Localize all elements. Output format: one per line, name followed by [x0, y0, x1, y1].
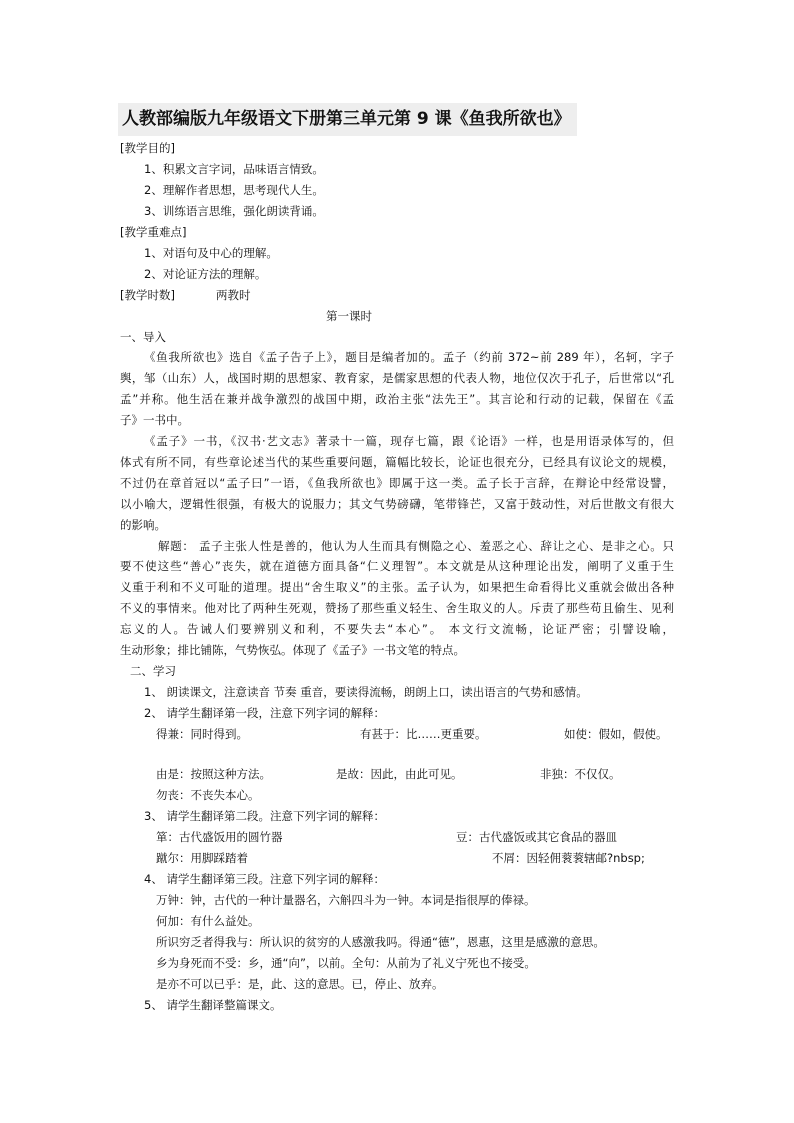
objectives-heading: [教学目的]	[120, 141, 175, 155]
intro-p1-line: 子》一书中。	[120, 413, 189, 427]
hours-label: [教学时数]	[120, 288, 175, 302]
vocab-item: 所识穷乏者得我与：所认识的贫穷的人感激我吗。得通“德”，恩惠，这里是感激的意思。	[156, 935, 605, 949]
hours-value: 两教时	[216, 288, 251, 302]
intro-p3-line: 生动形象；排比铺陈，气势恢弘。体现了《孟子》一书文笔的特点。	[120, 643, 465, 657]
vocab-item: 是故：因此，由此可见。	[336, 767, 463, 781]
intro-p2-line: 《孟子》一书，《汉书·艺文志》著录十一篇，现存七篇，跟《论语》一样，也是用语录体写的，但	[144, 434, 674, 448]
document-title: 人教部编版九年级语文下册第三单元第 9 课《鱼我所欲也》	[118, 103, 577, 136]
intro-p2-line: 不过仍在章首冠以“孟子曰”一语，《鱼我所欲也》即属于这一类。孟子长于言辞，在辩论中经常设譬，	[120, 476, 674, 490]
intro-p3-line: 不义的事情来。他对比了两种生死观，赞扬了那些重义轻生、舍生取义的人。斥责了那些苟且偷生、见利	[120, 601, 674, 615]
vocab-item: 蹴尔：用脚踩踏着	[156, 851, 248, 865]
study-step-2: 2、 请学生翻译第一段，注意下列字词的解释：	[144, 706, 385, 720]
vocab-item: 不屑：因轻佣蓘蓘辖邮?nbsp;	[492, 851, 645, 865]
key-points-heading: [教学重难点]	[120, 225, 187, 239]
intro-p3-line: 忘义的人。告诫人们要辨别义和利，不要失去“本心”。 本文行文流畅，论证严密；引譬设喻，	[120, 622, 674, 636]
study-step-5: 5、 请学生翻译整篇课文。	[144, 998, 282, 1012]
vocab-item: 万钟：钟，古代的一种计量器名，六斛四斗为一钟。本词是指很厚的俸禄。	[156, 893, 536, 907]
intro-p1-line: 孟”并称。他生活在兼并战争激烈的战国中期，政治主张“法先王”。其言论和行动的记载，保留在《孟	[120, 392, 674, 406]
study-step-4: 4、 请学生翻译第三段。注意下列字词的解释：	[144, 872, 385, 886]
intro-p1-line: 《鱼我所欲也》选自《孟子告子上》，题目是编者加的。孟子（约前 372~前 289 年），名轲，字子	[144, 350, 674, 364]
intro-p1-line: 舆，邹（山东）人，战国时期的思想家、教育家，是儒家思想的代表人物，地位仅次于孔子，后世常以“孔	[120, 371, 674, 385]
key-point-item: 1、对语句及中心的理解。	[144, 246, 278, 260]
key-point-item: 2、对论证方法的理解。	[144, 267, 267, 281]
vocab-item: 得兼：同时得到。	[156, 727, 248, 741]
vocab-item: 勿丧：不丧失本心。	[156, 788, 260, 802]
intro-p2-line: 的影响。	[120, 518, 166, 532]
study-heading: 二、学习	[130, 664, 176, 678]
study-step-3: 3、 请学生翻译第二段。注意下列字词的解释：	[144, 809, 385, 823]
vocab-item: 何加：有什么益处。	[156, 914, 260, 928]
intro-p3-line: 要不使这些“善心”丧失，就在道德方面具备“仁义理智”。本文就是从这种理论出发，阐明了义重于生	[120, 559, 674, 573]
vocab-item: 箪：古代盛饭用的圆竹器	[156, 830, 283, 844]
intro-p3-line: 义重于利和不义可耻的道理。提出“舍生取义”的主张。孟子认为，如果把生命看得比义重就会做出各种	[120, 580, 674, 594]
vocab-item: 由是：按照这种方法。	[156, 767, 271, 781]
objective-item: 3、训练语言思维，强化朗读背诵。	[144, 204, 324, 218]
vocab-item: 有甚于：比……更重要。	[360, 727, 487, 741]
intro-p2-line: 体式有所不同，有些章论述当代的某些重要问题，篇幅比较长，论证也很充分，已经具有议论文的规模，	[120, 455, 674, 469]
intro-p2-line: 以小喻大，逻辑性很强，有极大的说服力；其文气势磅礴，笔带锋芒，又富于鼓动性，对后世散文有很大	[120, 497, 674, 511]
vocab-item: 如使：假如，假使。	[564, 727, 668, 741]
intro-p3-line: 解题： 孟子主张人性是善的，他认为人生而具有恻隐之心、羞恶之心、辞让之心、是非之心。只	[158, 539, 674, 553]
objective-item: 1、积累文言字词，品味语言情致。	[144, 162, 324, 176]
objective-item: 2、理解作者思想，思考现代人生。	[144, 183, 324, 197]
study-step-1: 1、 朗读课文，注意读音 节奏 重音，要读得流畅，朗朗上口，读出语言的气势和感情。	[144, 685, 588, 699]
intro-heading: 一、导入	[120, 330, 166, 344]
vocab-item: 豆：古代盛饭或其它食品的器皿	[456, 830, 617, 844]
vocab-item: 是亦不可以已乎：是，此、这的意思。已，停止、放弃。	[156, 977, 444, 991]
lesson-heading: 第一课时	[326, 309, 372, 323]
vocab-item: 乡为身死而不受：乡，通“向”，以前。全句：从前为了礼义宁死也不接受。	[156, 956, 536, 970]
vocab-item: 非独：不仅仅。	[540, 767, 621, 781]
